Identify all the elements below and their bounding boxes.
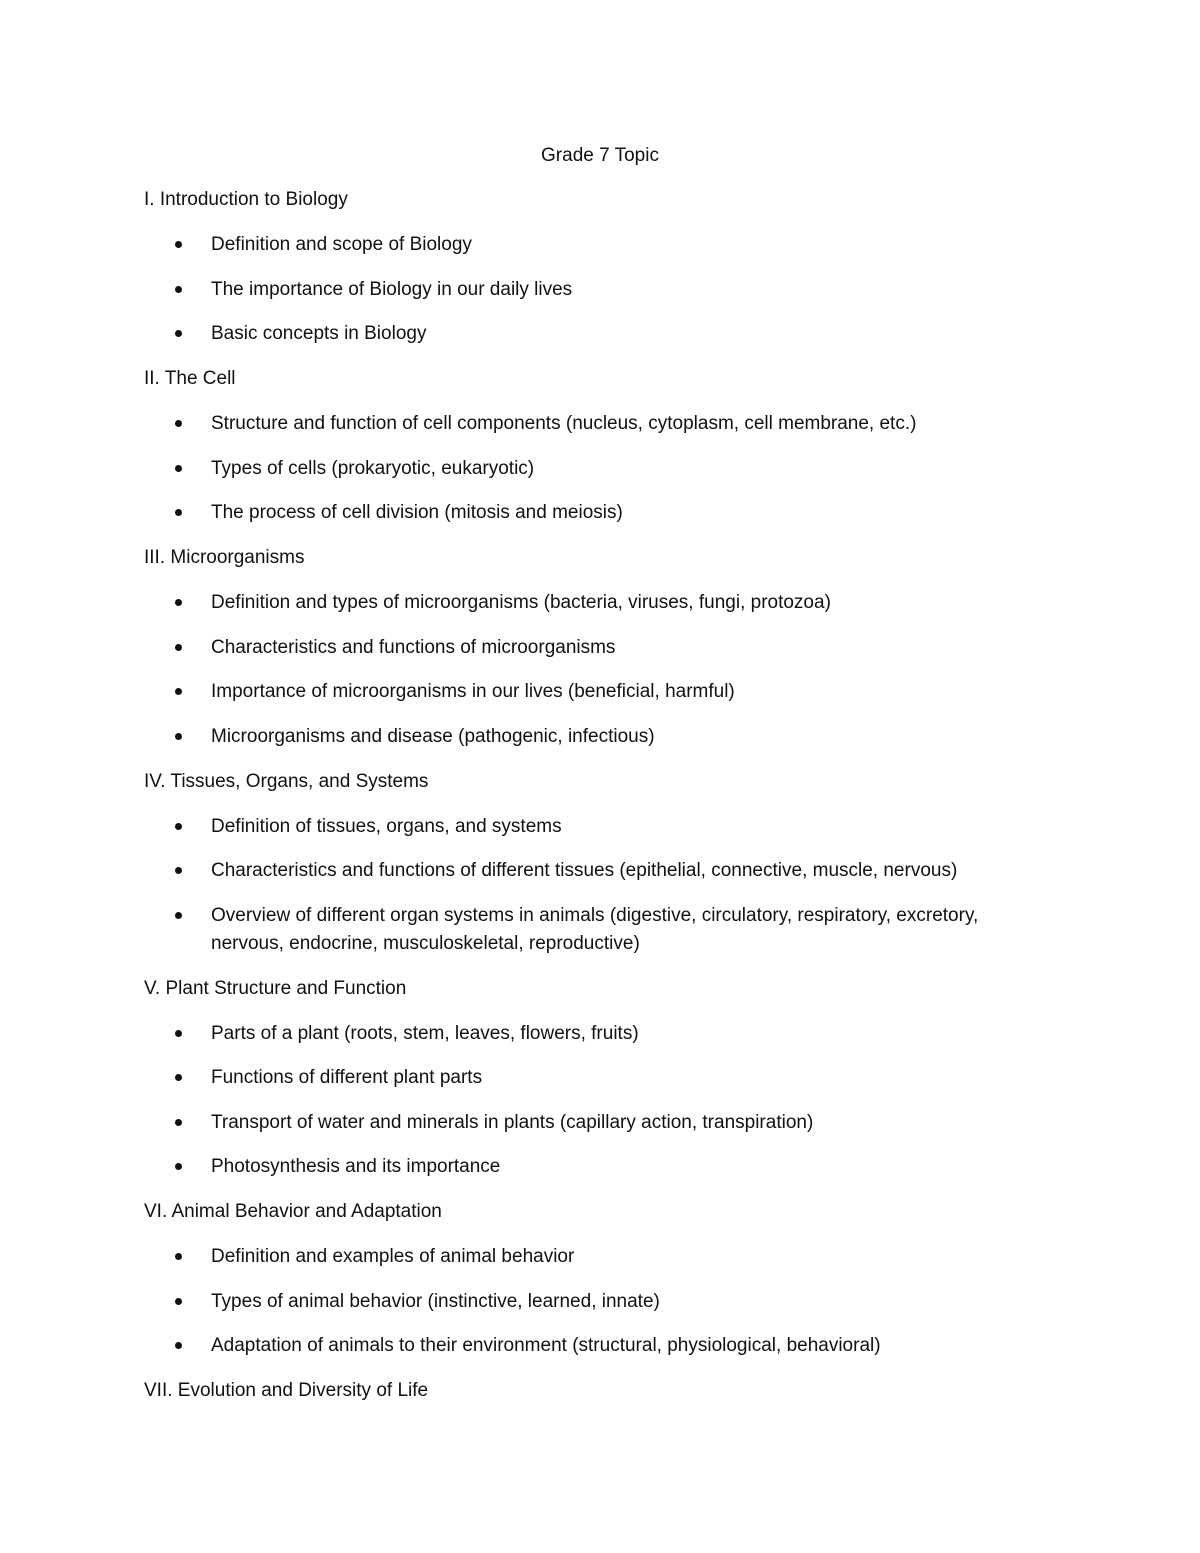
list-item (144, 1243, 1031, 1271)
list-item-text: Definition and types of microorganisms (bacteria, viruses, fungi, protozoa) (211, 592, 831, 613)
list-item (144, 1064, 1031, 1092)
section-heading: VI. Animal Behavior and Adaptation (144, 1201, 442, 1222)
list-item-text: Functions of different plant parts (211, 1067, 483, 1088)
list-item-text: Types of animal behavior (instinctive, learned, innate) (211, 1290, 660, 1312)
list-item (144, 678, 1031, 706)
section-heading: II. The Cell (144, 368, 236, 389)
section-heading: III. Microorganisms (144, 547, 305, 568)
bullet-list (144, 589, 1044, 751)
list-item (144, 723, 1031, 751)
list-item-text: Characteristics and functions of microorganisms (211, 636, 616, 658)
outline-content (144, 187, 1044, 1422)
list-item-text: Parts of a plant (roots, stem, leaves, flowers, fruits) (211, 1022, 639, 1044)
outline-section (144, 366, 1044, 527)
list-item-text: Adaptation of animals to their environment (structural, physiological, behavioral) (211, 1335, 881, 1356)
bullet-list (144, 813, 1044, 958)
bullet-icon (175, 1253, 182, 1260)
bullet-icon (175, 241, 182, 248)
list-item (144, 276, 1031, 304)
list-item (144, 1153, 1031, 1181)
bullet-icon (175, 330, 182, 337)
section-heading: V. Plant Structure and Function (144, 977, 407, 999)
list-item (144, 634, 1031, 662)
bullet-icon (175, 509, 182, 516)
bullet-list (144, 231, 1044, 348)
page-title: Grade 7 Topic (541, 145, 659, 166)
list-item (144, 1109, 1031, 1137)
list-item (144, 410, 1031, 438)
list-item-text: Definition and examples of animal behavior (211, 1246, 575, 1267)
list-item-text: Basic concepts in Biology (211, 323, 427, 344)
bullet-icon (175, 823, 182, 830)
list-item (144, 1288, 1031, 1316)
bullet-icon (175, 1163, 182, 1170)
list-item (144, 231, 1031, 259)
outline-section (144, 1378, 1044, 1404)
bullet-icon (175, 867, 182, 874)
bullet-icon (175, 644, 182, 651)
list-item-text: The process of cell division (mitosis and meiosis) (211, 502, 623, 523)
list-item (144, 857, 1031, 885)
bullet-icon (175, 733, 182, 740)
list-item-text: The importance of Biology in our daily lives (211, 278, 573, 300)
outline-section (144, 976, 1044, 1182)
bullet-icon (175, 465, 182, 472)
bullet-list (144, 1243, 1044, 1360)
list-item-text: Types of cells (prokaryotic, eukaryotic) (211, 457, 535, 479)
bullet-icon (175, 286, 182, 293)
bullet-icon (175, 688, 182, 695)
list-item-text: Importance of microorganisms in our lives (beneficial, harmful) (211, 681, 735, 702)
bullet-icon (175, 1030, 182, 1037)
list-item (144, 1332, 1031, 1360)
list-item (144, 1020, 1031, 1048)
list-item (144, 902, 1031, 958)
outline-section (144, 1199, 1044, 1360)
list-item (144, 455, 1031, 483)
list-item-text: Photosynthesis and its importance (211, 1156, 501, 1177)
section-heading: IV. Tissues, Organs, and Systems (144, 770, 429, 792)
list-item-text: Microorganisms and disease (pathogenic, infectious) (211, 725, 655, 747)
list-item (144, 499, 1031, 527)
list-item (144, 589, 1031, 617)
bullet-icon (175, 599, 182, 606)
list-item-text: Characteristics and functions of different tissues (epithelial, connective, muscle, nervous) (211, 860, 958, 881)
outline-section (144, 187, 1044, 348)
bullet-icon (175, 420, 182, 427)
list-item (144, 813, 1031, 841)
bullet-icon (175, 1074, 182, 1081)
section-heading: VII. Evolution and Diversity of Life (144, 1380, 429, 1401)
bullet-icon (175, 1298, 182, 1305)
bullet-list (144, 1020, 1044, 1182)
section-heading: I. Introduction to Biology (144, 189, 348, 210)
list-item-text: Transport of water and minerals in plants (capillary action, transpiration) (211, 1111, 814, 1133)
bullet-icon (175, 912, 182, 919)
bullet-list (144, 410, 1044, 527)
list-item-text: Definition and scope of Biology (211, 234, 472, 255)
list-item-text: Overview of different organ systems in animals (digestive, circulatory, respiratory, excretory, nervous, endocrine, musculoskeletal, reproductive) (211, 904, 979, 954)
outline-section (144, 769, 1044, 958)
list-item-text: Structure and function of cell components (nucleus, cytoplasm, cell membrane, etc.) (211, 413, 917, 434)
outline-section (144, 545, 1044, 751)
list-item-text: Definition of tissues, organs, and systems (211, 815, 562, 837)
list-item (144, 320, 1031, 348)
bullet-icon (175, 1119, 182, 1126)
bullet-icon (175, 1342, 182, 1349)
